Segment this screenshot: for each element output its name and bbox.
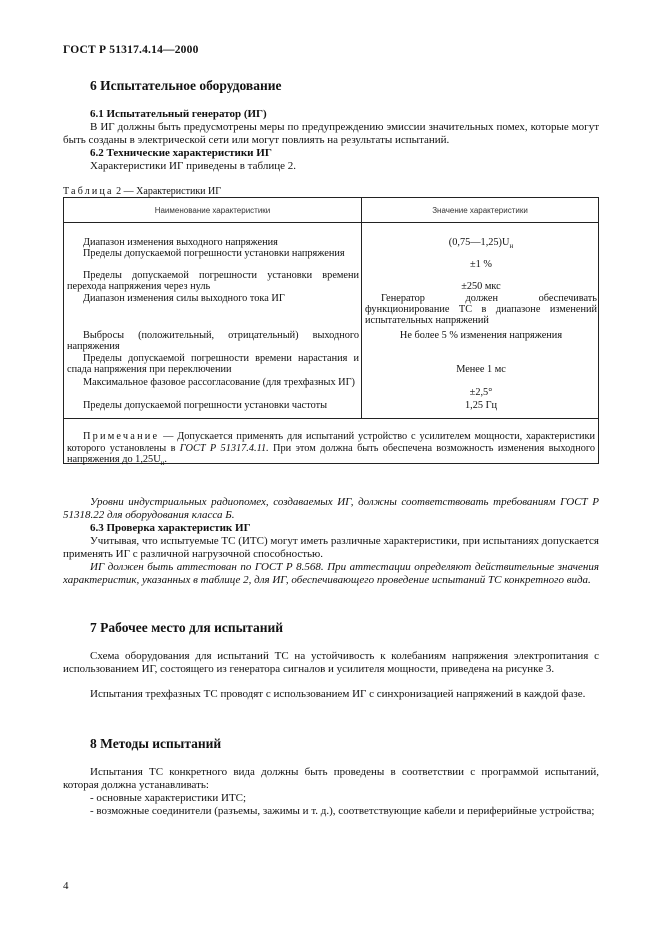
table-row-1-value: $(0,75—1,25)U_н$: [448, 237, 514, 251]
table-note-word: Примечание: [83, 431, 160, 442]
table-row-4-name: Диапазон изменения силы выходного тока ИГ: [83, 293, 285, 304]
table-column-divider: [361, 198, 362, 418]
table-row-3-value: ±250 мкс: [461, 281, 501, 292]
table-row-1-name: Диапазон изменения выходного напряжения: [83, 237, 278, 248]
table-caption-word: Таблица: [63, 186, 114, 197]
table-note-reference: ГОСТ Р 51317.4.11.: [179, 442, 269, 454]
table-row-3-name: Пределы допускаемой погрешности установки времени перехода напряжения через нуль: [67, 270, 359, 292]
table-row-7-name: Максимальное фазовое рассогласование (для трехфазных ИГ): [83, 377, 355, 388]
table-row-5-value: Не более 5 % изменения напряжения: [399, 330, 563, 341]
table-row-4-value: Генератор должен обеспечивать функционирование ТС в диапазоне изменений испытательных напряжений: [365, 293, 597, 326]
section-7-title: 7 Рабочее место для испытаний: [90, 620, 284, 635]
table-header-value: Значение характеристики: [432, 206, 528, 215]
section-7-paragraph-1: Схема оборудования для испытаний ТС на устойчивость к колебаниям напряжения электропитания с использованием ИГ, состоящего из генератора сигналов и усилителя мощности, приведена на рисунке 3.: [63, 650, 599, 675]
table-caption-rest: 2 — Характеристики ИГ: [113, 186, 222, 197]
attestation-text: ИГ должен быть аттестован по ГОСТ Р 8.568. При аттестации определяют действительные значения характеристик, указанных в таблице 2, для ИГ, обеспечивающего проведение испытаний ТС конкретного вида.: [63, 561, 599, 586]
page-number: 4: [63, 880, 69, 892]
section-6-1-title: 6.1 Испытательный генератор (ИГ): [90, 108, 267, 120]
characteristics-table: [63, 197, 599, 468]
section-8-bullet-1: - основные характеристики ИТС;: [90, 792, 247, 804]
section-8-title: 8 Методы испытаний: [90, 736, 222, 751]
table-row-8-value: 1,25 Гц: [464, 400, 498, 411]
table-row-5-name: Выбросы (положительный, отрицательный) выходного напряжения: [67, 330, 359, 352]
table-note: Примечание — Допускается применять для испытаний устройство с усилителем мощности, характеристики которого установлены в ГОСТ Р 51317.4.11. При этом должна быть обеспечена возможность изменения выходного напряжения до $1,25U_н$.: [67, 431, 595, 468]
section-8-paragraph-1: Испытания ТС конкретного вида должны быть проведены в соответствии с программой испытаний, которая должна устанавливать:: [63, 766, 599, 791]
section-6-title: 6 Испытательное оборудование: [90, 78, 282, 93]
table-header-divider: [64, 222, 598, 223]
section-6-2-text: Характеристики ИГ приведены в таблице 2.: [90, 160, 296, 172]
table-note-divider: [64, 418, 598, 419]
table-header-name: Наименование характеристики: [154, 206, 271, 215]
table-row-6-value: Менее 1 мс: [456, 364, 506, 375]
document-header: ГОСТ Р 51317.4.14—2000: [63, 44, 199, 56]
section-6-3-text: Учитывая, что испытуемые ТС (ИТС) могут иметь различные характеристики, при испытаниях допускается применять ИГ с различной нагрузочной способностью.: [63, 535, 599, 560]
table-caption: [63, 186, 221, 197]
table-row-6-name: Пределы допускаемой погрешности времени нарастания и спада напряжения при переключении: [67, 353, 359, 375]
table-row-8-name: Пределы допускаемой погрешности установки частоты: [83, 400, 328, 411]
section-6-3-title: 6.3 Проверка характеристик ИГ: [90, 522, 251, 534]
table-row-2-name: Пределы допускаемой погрешности установки напряжения: [83, 248, 345, 259]
section-6-2-title: 6.2 Технические характеристики ИГ: [90, 147, 272, 159]
section-8-bullet-2: - возможные соединители (разъемы, зажимы и т. д.), соответствующие кабели и периферийные устройства;: [90, 805, 595, 817]
emission-requirements-text: Уровни индустриальных радиопомех, создаваемых ИГ, должны соответствовать требованиям ГОСТ Р 51318.22 для оборудования класса Б.: [63, 496, 599, 521]
table-row-7-value: ±2,5°: [469, 387, 493, 398]
section-7-paragraph-2: Испытания трехфазных ТС проводят с использованием ИГ с синхронизацией напряжений в каждой фазе.: [90, 688, 586, 700]
table-row-2-value: ±1 %: [470, 259, 492, 270]
section-6-1-text: В ИГ должны быть предусмотрены меры по предупреждению эмиссии значительных помех, которые могут быть созданы в электрической сети или могут повлиять на результаты испытаний.: [63, 121, 599, 146]
